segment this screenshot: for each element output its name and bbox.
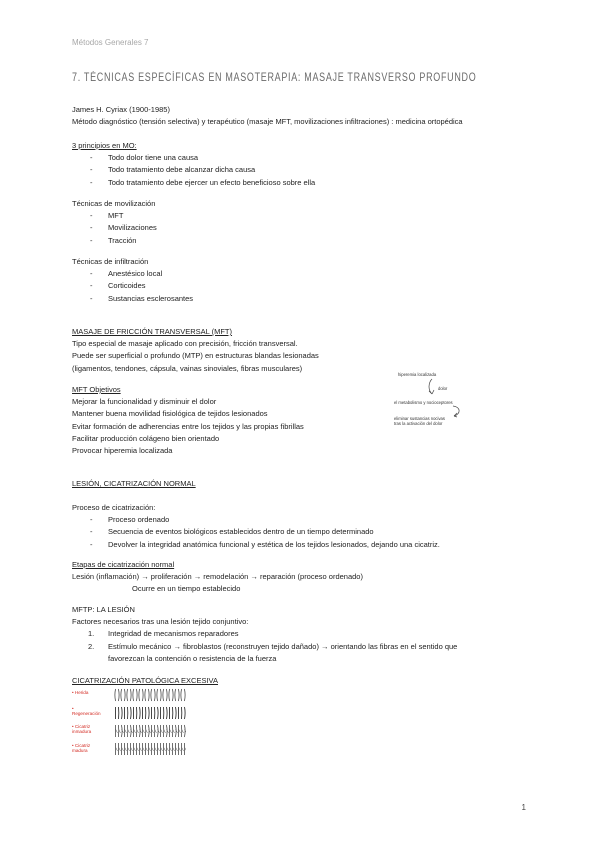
mft-section bbox=[72, 326, 319, 375]
healing-process bbox=[72, 502, 440, 551]
tissue-strip-image bbox=[114, 688, 186, 702]
intro-author: James H. Cyriax (1900-1985) bbox=[72, 105, 170, 114]
principles-section bbox=[72, 140, 315, 189]
mft-line: Puede ser superficial o profundo (MTP) en estructuras blandas lesionadas bbox=[72, 351, 319, 361]
infiltration-heading: Técnicas de infiltración bbox=[72, 257, 149, 266]
list-item: - Secuencia de eventos biológicos establecidos dentro de un tiempo determinado bbox=[90, 527, 374, 537]
list-item: - Sustancias esclerosantes bbox=[90, 293, 194, 303]
intro-method: Método diagnóstico (tensión selectiva) y terapéutico (masaje MFT, movilizaciones infiltraciones) : medicina ortopédica bbox=[72, 117, 463, 127]
list-item: - Todo tratamiento debe ejercer un efecto beneficioso sobre ella bbox=[90, 177, 316, 187]
list-item: Facilitar producción colágeno bien orientado bbox=[72, 433, 220, 443]
page-title: 7. TÉCNICAS ESPECÍFICAS EN MASOTERAPIA: MASAJE TRANSVERSO PROFUNDO bbox=[72, 72, 477, 84]
infiltration-section bbox=[72, 256, 193, 305]
list-item: - Corticoides bbox=[90, 281, 146, 291]
list-item: - Todo tratamiento debe alcanzar dicha causa bbox=[90, 165, 256, 175]
list-item: Evitar formación de adherencias entre los tejidos y las propias fibrillas bbox=[72, 421, 304, 431]
mft-heading: MASAJE DE FRICCIÓN TRANSVERSAL (MFT) bbox=[72, 327, 233, 336]
stages-line: Lesión (inflamación) → proliferación → remodelación → reparación (proceso ordenado) bbox=[72, 572, 363, 582]
lesion-heading: LESIÓN, CICATRIZACIÓN NORMAL bbox=[72, 479, 196, 488]
list-item-continuation: favorezcan la contención o resistencia de la fuerza bbox=[108, 653, 277, 663]
mft-line: (ligamentos, tendones, cápsula, vainas sinoviales, fibras musculares) bbox=[72, 363, 303, 373]
diagram-bottom2-label: tras la activación del dolor bbox=[394, 421, 443, 426]
list-item: Mantener buena movilidad fisiológica de tejidos lesionados bbox=[72, 409, 268, 419]
mft-line: Tipo especial de masaje aplicado con precisión, fricción transversal. bbox=[72, 339, 298, 349]
list-item: - Movilizaciones bbox=[90, 223, 157, 233]
scar-label: • Herida bbox=[72, 690, 89, 695]
hyperemia-diagram bbox=[392, 370, 512, 430]
diagram-mid2-label: el metabolismo y nocioceptores bbox=[394, 400, 453, 405]
curved-arrow-icon bbox=[450, 404, 464, 418]
tissue-strip-image bbox=[114, 724, 186, 738]
list-item: - Anestésico local bbox=[90, 269, 163, 279]
list-item: - MFT bbox=[90, 211, 124, 221]
objectives-heading: MFT Objetivos bbox=[72, 385, 121, 394]
intro-section bbox=[72, 104, 463, 128]
scar-label: • Cicatriz inmadura bbox=[72, 724, 92, 734]
mobilization-section bbox=[72, 198, 157, 247]
scar-label: • Regeneración bbox=[72, 706, 101, 716]
mobilization-heading: Técnicas de movilización bbox=[72, 199, 156, 208]
process-heading: Proceso de cicatrización: bbox=[72, 503, 156, 512]
tissue-strip-image bbox=[114, 706, 186, 720]
principles-heading: 3 principios en MO: bbox=[72, 141, 137, 150]
objectives-section bbox=[72, 384, 304, 457]
excess-section bbox=[72, 675, 218, 687]
diagram-top-label: hiperemia localizada bbox=[398, 372, 437, 377]
list-item: 2. Estímulo mecánico → fibroblastos (reconstruyen tejido dañado) → orientando las fibras en el sentido que bbox=[88, 641, 458, 651]
list-item: - Tracción bbox=[90, 235, 137, 245]
diagram-bottom1-label: eliminar sustancias nocivas bbox=[394, 416, 445, 421]
list-item: - Proceso ordenado bbox=[90, 515, 170, 525]
page-number: 1 bbox=[521, 803, 526, 812]
excess-heading: CICATRIZACIÓN PATOLÓGICA EXCESIVA bbox=[72, 676, 219, 685]
tissue-strip-image bbox=[114, 742, 186, 756]
arrow-down-icon bbox=[426, 378, 438, 396]
stages-heading: Etapas de cicatrización normal bbox=[72, 560, 175, 569]
page-header: Métodos Generales 7 bbox=[72, 38, 149, 47]
mftp-heading: MFTP: LA LESIÓN bbox=[72, 605, 135, 614]
scar-label: • Cicatriz madura bbox=[72, 743, 91, 753]
list-item: 1. Integridad de mecanismos reparadores bbox=[88, 629, 239, 639]
diagram-mid1-label: dolor bbox=[438, 386, 448, 391]
list-item: - Devolver la integridad anatómica funcional y estética de los tejidos lesionados, dejando una cicatriz. bbox=[90, 539, 440, 549]
list-item: Mejorar la funcionalidad y disminuir el dolor bbox=[72, 397, 217, 407]
list-item: Provocar hiperemia localizada bbox=[72, 446, 173, 456]
list-item: - Todo dolor tiene una causa bbox=[90, 153, 199, 163]
scar-illustration bbox=[72, 688, 187, 760]
stages-line2: Ocurre en un tiempo establecido bbox=[132, 584, 241, 594]
mftp-intro: Factores necesarios tras una lesión tejido conjuntivo: bbox=[72, 617, 249, 627]
lesion-section bbox=[72, 478, 196, 490]
stages-section bbox=[72, 559, 363, 596]
mftp-section bbox=[72, 604, 457, 665]
